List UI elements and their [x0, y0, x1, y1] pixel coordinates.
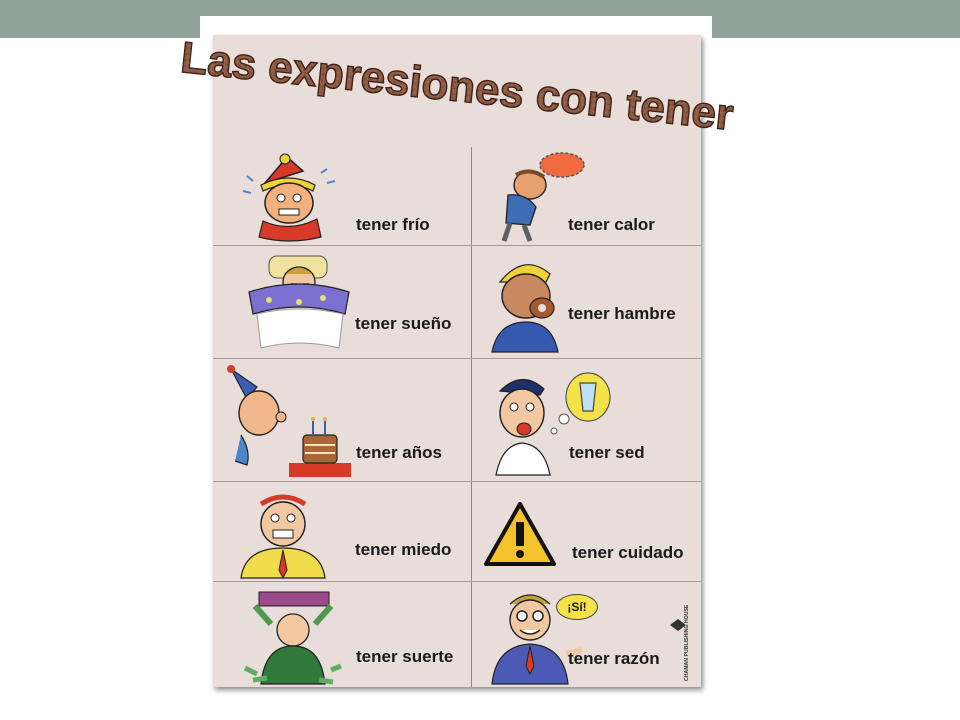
sleeping-person-icon — [243, 252, 355, 352]
expression-label: tener calor — [568, 215, 655, 234]
expressions-grid — [213, 35, 701, 687]
publisher-imprint — [664, 603, 696, 683]
expression-label: tener frío — [356, 215, 430, 234]
expression-card-tener-miedo — [213, 482, 471, 581]
expression-label: tener años — [356, 443, 442, 462]
expression-label: tener sueño — [355, 314, 452, 333]
slide-top-bar — [0, 0, 960, 38]
expression-label: tener miedo — [355, 540, 452, 559]
expression-card-tener-cuidado — [472, 482, 701, 581]
expression-card-tener-calor — [472, 147, 701, 245]
expression-label: tener hambre — [568, 304, 676, 323]
expression-card-tener-sed — [472, 359, 701, 481]
publisher-name: CHAMAN PUBLISHING HOUSE — [684, 604, 690, 681]
hungry-person-icon — [484, 252, 576, 354]
expression-card-tener-suerte — [213, 582, 471, 687]
scared-person-icon — [237, 490, 329, 578]
warning-sign-icon — [484, 502, 556, 566]
expression-card-tener-anos — [213, 359, 471, 481]
tener-expressions-poster — [178, 33, 736, 687]
expression-card-tener-frio — [213, 147, 471, 245]
expression-label: tener razón — [568, 649, 660, 668]
publisher-imprint-art — [664, 603, 696, 683]
expression-card-tener-hambre — [472, 246, 701, 358]
expression-label: tener suerte — [356, 647, 454, 666]
expression-card-tener-sueno — [213, 246, 471, 358]
lucky-person-icon — [235, 588, 347, 684]
speech-bubble-icon: ¡Sí! — [556, 594, 598, 620]
cold-person-icon — [235, 153, 347, 243]
birthday-person-icon — [221, 365, 357, 477]
poster-title-text: Las expresiones con tener — [178, 33, 736, 140]
expression-label: tener cuidado — [572, 543, 684, 562]
expression-label: tener sed — [569, 443, 645, 462]
